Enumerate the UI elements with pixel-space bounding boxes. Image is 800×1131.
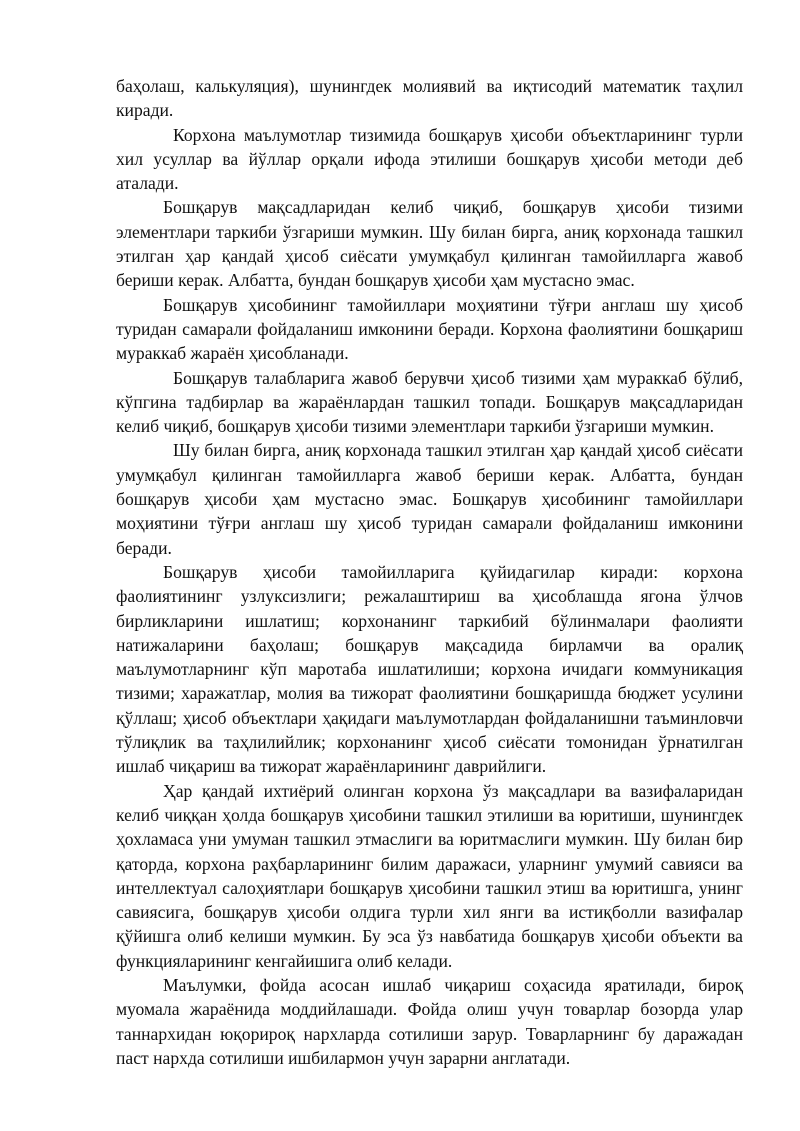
paragraph-management-accounting-method: Корхона маълумотлар тизимида бошқарув ҳисоби объектларининг турли хил усуллар ва йўллар орқали ифода этилиши бошқарув ҳисоби методи деб аталади. [116, 124, 743, 194]
paragraph-principles-essence: Бошқарув ҳисобининг тамойиллари моҳиятини тўғри англаш шу ҳисоб туридан самарали фойдаланиш имконини беради. Корхона фаолиятини бошқариш мураккаб жараён ҳисобланади. [116, 294, 743, 364]
paragraph-continuation: баҳолаш, калькуляция), шунингдек молиявий ва иқтисодий математик таҳлил киради. [116, 76, 743, 121]
paragraph-voluntary-organization: Ҳар қандай ихтиёрий олинган корхона ўз мақсадлари ва вазифаларидан келиб чиққан ҳолда бошқарув ҳисобини ташкил этилиши ва юритиши, шунингдек ҳохламаса уни умуман ташкил этмаслиги ва юритмаслиги мумкин. Шу билан бир қаторда, корхона раҳбарларининг билим даражаси, уларнинг умумий савияси ва интеллектуал салоҳиятлари бошқарув ҳисобини ташкил этиш ва юритишга, унинг савиясига, бошқарув ҳисоби олдига турли хил янги ва истиқболли вазифалар қўйишга олиб келиши мумкин. Бу эса ўз навбатида бошқарув ҳисоби объекти ва функцияларининг кенгайишига олиб келади. [116, 780, 743, 971]
document-page [116, 74, 743, 1070]
paragraph-complex-system: Бошқарув талабларига жавоб берувчи ҳисоб тизими ҳам мураккаб бўлиб, кўпгина тадбирлар ва жараёнлардан ташкил топади. Бошқарув мақсадларидан келиб чиқиб, бошқарув ҳисоби тизими элементлари таркиби ўзгариши мумкин. [116, 367, 743, 437]
paragraph-principles-list: Бошқарув ҳисоби тамойилларига қуйидагилар киради: корхона фаолиятининг узлуксизлиги; режалаштириш ва ҳисоблашда ягона ўлчов бирликларини ишлатиш; корхонанинг таркибий бўлинмалари фаолияти натижаларини баҳолаш; бошқарув мақсадида бирламчи ва оралиқ маълумотларнинг кўп маротаба ишлатилиши; корхона ичидаги коммуникация тизими; харажатлар, молия ва тижорат фаолиятини бошқаришда бюджет усулини қўллаш; ҳисоб объектлари ҳақидаги маълумотлардан фойдаланишни таъминловчи тўлиқлик ва таҳлилийлик; корхонанинг ҳисоб сиёсати томонидан ўрнатилган ишлаб чиқариш ва тижорат жараёнларининг даврийлиги. [116, 561, 743, 777]
paragraph-accounting-policy: Шу билан бирга, аниқ корхонада ташкил этилган ҳар қандай ҳисоб сиёсати умумқабул қилинган тамойилларга жавоб бериши керак. Албатта, бундан бошқарув ҳисоби ҳам мустасно эмас. Бошқарув ҳисобининг тамойиллари моҳиятини тўғри англаш шу ҳисоб туридан самарали фойдаланиш имконини беради. [116, 440, 743, 558]
paragraph-profit-creation: Маълумки, фойда асосан ишлаб чиқариш соҳасида яратилади, бироқ муомала жараёнида моддийлашади. Фойда олиш учун товарлар бозорда улар таннархидан юқорироқ нархларда сотилиши зарур. Товарларнинг бу даражадан паст нархда сотилиши ишбилармон учун зарарни англатади. [116, 974, 743, 1068]
paragraph-system-elements: Бошқарув мақсадларидан келиб чиқиб, бошқарув ҳисоби тизими элементлари таркиби ўзгариши мумкин. Шу билан бирга, аниқ корхонада ташкил этилган ҳар қандай ҳисоб сиёсати умумқабул қилинган тамойилларга жавоб бериши керак. Албатта, бундан бошқарув ҳисоби ҳам мустасно эмас. [116, 197, 743, 291]
